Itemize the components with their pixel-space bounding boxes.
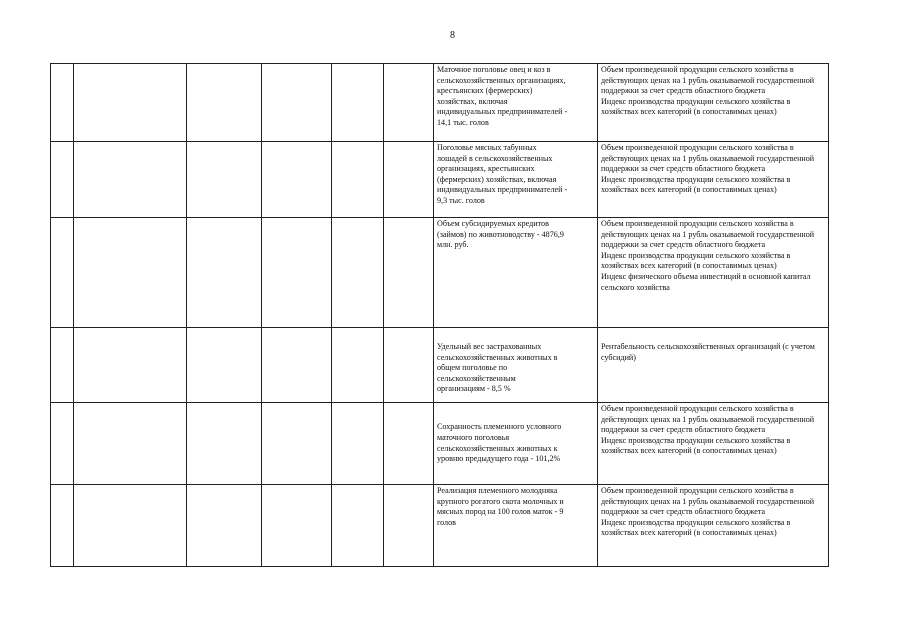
table-row	[51, 403, 829, 485]
cell-name	[74, 142, 187, 218]
cell-name	[74, 485, 187, 567]
cell-related	[598, 218, 829, 328]
table-row	[51, 64, 829, 142]
related-text: Рентабельность сельскохозяйственных организаций (с учетом субсидий)	[601, 342, 815, 362]
cell-end	[332, 142, 384, 218]
cell-executor	[187, 403, 262, 485]
cell-number	[51, 64, 74, 142]
cell-end	[332, 218, 384, 328]
cell-indicator	[434, 142, 598, 218]
cell-extra	[384, 403, 434, 485]
indicator-text: Удельный вес застрахованных сельскохозяйственных животных в общем поголовье по сельскохозяйственным организациям - 8,5 %	[437, 342, 558, 394]
table-row	[51, 328, 829, 403]
table-row	[51, 485, 829, 567]
indicator-text: Объем субсидируемых кредитов (займов) по животноводству - 4876,9 млн. руб.	[437, 219, 564, 250]
cell-name	[74, 218, 187, 328]
cell-extra	[384, 142, 434, 218]
cell-executor	[187, 64, 262, 142]
cell-executor	[187, 142, 262, 218]
table-row	[51, 142, 829, 218]
cell-indicator	[434, 485, 598, 567]
cell-end	[332, 403, 384, 485]
indicator-text: Поголовье мясных табунных лошадей в сельскохозяйственных организациях, крестьянских (фермерских) хозяйствах, включая индивидуальных предпринимателей - 9,3 тыс. голов	[437, 143, 568, 205]
cell-executor	[187, 328, 262, 403]
cell-related	[598, 485, 829, 567]
indicator-text: Реализация племенного молодняка крупного рогатого скота молочных и мясных пород на 100 голов маток - 9 голов	[437, 486, 564, 527]
cell-related	[598, 64, 829, 142]
cell-indicator	[434, 64, 598, 142]
cell-start	[262, 485, 332, 567]
table-row	[51, 218, 829, 328]
page-number: 8	[450, 30, 455, 41]
cell-number	[51, 485, 74, 567]
cell-related	[598, 328, 829, 403]
cell-start	[262, 64, 332, 142]
related-text: Объем произведенной продукции сельского хозяйства в действующих ценах на 1 рубль оказываемой государственной поддержки за счет средств областного бюджета Индекс производства продукции сельского хозяйства в хозяйствах всех категорий (в сопоставимых ценах)	[601, 486, 815, 538]
cell-number	[51, 403, 74, 485]
cell-related	[598, 403, 829, 485]
cell-end	[332, 485, 384, 567]
cell-start	[262, 218, 332, 328]
indicator-text: Маточное поголовье овец и коз в сельскохозяйственных организациях, крестьянских (фермерских) хозяйствах, включая индивидуальных предпринимателей - 14,1 тыс. голов	[437, 65, 568, 127]
cell-indicator	[434, 328, 598, 403]
cell-end	[332, 328, 384, 403]
cell-related	[598, 142, 829, 218]
cell-start	[262, 403, 332, 485]
cell-executor	[187, 485, 262, 567]
cell-indicator	[434, 403, 598, 485]
cell-start	[262, 142, 332, 218]
cell-name	[74, 403, 187, 485]
cell-number	[51, 142, 74, 218]
cell-extra	[384, 485, 434, 567]
cell-number	[51, 328, 74, 403]
cell-end	[332, 64, 384, 142]
related-text: Объем произведенной продукции сельского хозяйства в действующих ценах на 1 рубль оказываемой государственной поддержки за счет средств областного бюджета Индекс производства продукции сельского хозяйства в хозяйствах всех категорий (в сопоставимых ценах) Индекс физического объема инвестиций в основной капитал сельского хозяйства	[601, 219, 815, 292]
cell-name	[74, 328, 187, 403]
cell-executor	[187, 218, 262, 328]
indicators-table	[50, 63, 829, 567]
cell-start	[262, 328, 332, 403]
cell-extra	[384, 328, 434, 403]
cell-number	[51, 218, 74, 328]
cell-name	[74, 64, 187, 142]
cell-extra	[384, 218, 434, 328]
cell-indicator	[434, 218, 598, 328]
related-text: Объем произведенной продукции сельского хозяйства в действующих ценах на 1 рубль оказываемой государственной поддержки за счет средств областного бюджета Индекс производства продукции сельского хозяйства в хозяйствах всех категорий (в сопоставимых ценах)	[601, 65, 815, 117]
cell-extra	[384, 64, 434, 142]
indicator-text: Сохранность племенного условного маточного поголовья сельскохозяйственных животных к уровню предыдущего года - 101,2%	[437, 422, 562, 464]
related-text: Объем произведенной продукции сельского хозяйства в действующих ценах на 1 рубль оказываемой государственной поддержки за счет средств областного бюджета Индекс производства продукции сельского хозяйства в хозяйствах всех категорий (в сопоставимых ценах)	[601, 404, 815, 456]
related-text: Объем произведенной продукции сельского хозяйства в действующих ценах на 1 рубль оказываемой государственной поддержки за счет средств областного бюджета Индекс производства продукции сельского хозяйства в хозяйствах всех категорий (в сопоставимых ценах)	[601, 143, 815, 195]
